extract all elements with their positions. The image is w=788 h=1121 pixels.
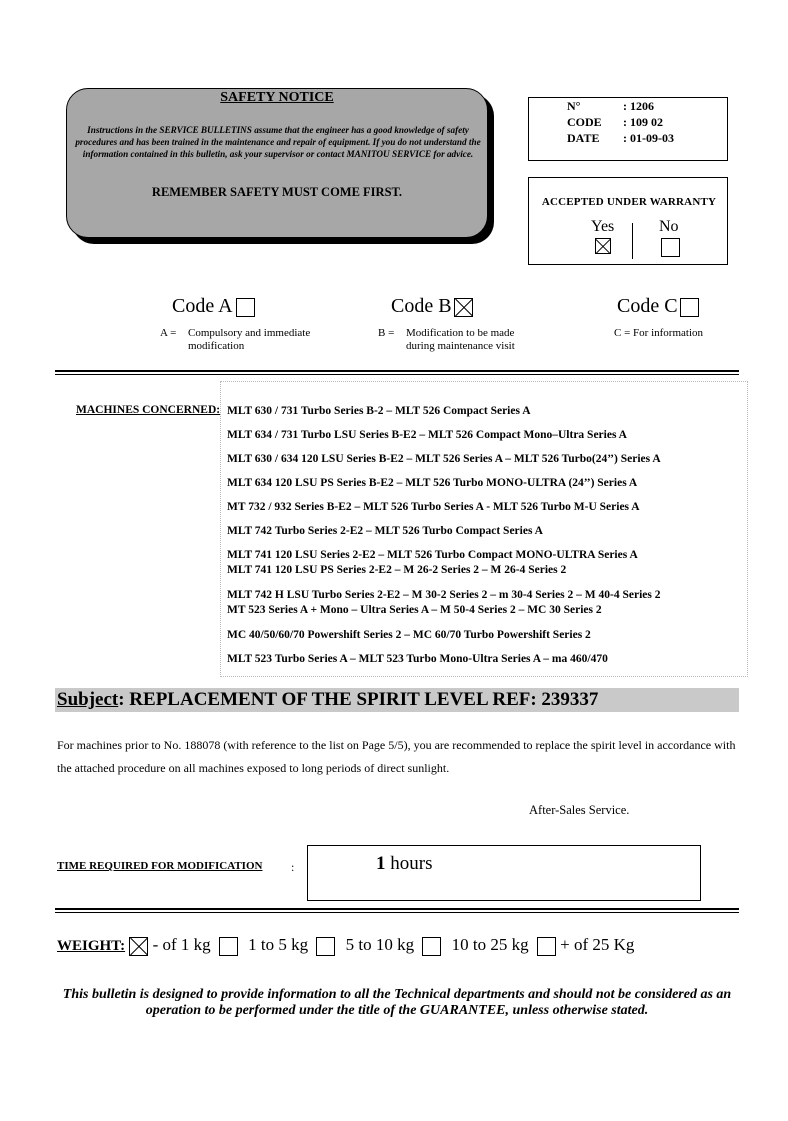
code-a-description bbox=[188, 327, 310, 353]
bulletin-date-value: : 01-09-03 bbox=[623, 131, 674, 145]
code-b bbox=[391, 295, 473, 318]
warranty-title: ACCEPTED UNDER WARRANTY bbox=[541, 196, 717, 208]
weight-checkbox-4[interactable] bbox=[422, 937, 441, 956]
code-a-description-line-1: Compulsory and immediate bbox=[188, 327, 311, 339]
machine-item: MLT 634 120 LSU PS Series B-E2 – MLT 526 Turbo MONO-ULTRA (24’’) Series A bbox=[227, 477, 638, 489]
weight-checkbox-2[interactable] bbox=[219, 937, 238, 956]
warranty-box bbox=[528, 177, 728, 265]
warranty-yes-label: Yes bbox=[591, 218, 615, 235]
warranty-yes-checkbox[interactable] bbox=[595, 238, 611, 254]
weight-checkbox-3[interactable] bbox=[316, 937, 335, 956]
time-required-colon: : bbox=[291, 860, 295, 874]
machine-item: MLT 742 H LSU Turbo Series 2-E2 – M 30-2 Series 2 – m 30-4 Series 2 – M 40-4 Series 2 bbox=[227, 589, 661, 601]
machine-item: MT 523 Series A + Mono – Ultra Series A – M 50-4 Series 2 – MC 30 Series 2 bbox=[227, 604, 602, 616]
safety-notice-title: SAFETY NOTICE bbox=[220, 90, 334, 105]
safety-notice-box bbox=[66, 88, 488, 238]
time-required-label: TIME REQUIRED FOR MODIFICATION bbox=[57, 860, 263, 872]
bulletin-code-row bbox=[567, 115, 663, 130]
code-a-description-line-2: modification bbox=[188, 340, 245, 352]
bulletin-code-value: : 109 02 bbox=[623, 115, 663, 129]
instruction-paragraph: For machines prior to No. 188078 (with reference to the list on Page 5/5), you are recommended to replace the spirit level in accordance with the attached procedure on all machines exposed to long periods of direct sunlight. bbox=[57, 738, 736, 775]
time-required-unit: hours bbox=[385, 853, 433, 874]
bulletin-date-row bbox=[567, 131, 674, 146]
code-a-checkbox[interactable] bbox=[236, 298, 255, 317]
machine-item: MLT 741 120 LSU PS Series 2-E2 – M 26-2 Series 2 – M 26-4 Series 2 bbox=[227, 564, 567, 576]
code-b-label: Code B bbox=[391, 295, 452, 317]
time-required-box bbox=[307, 845, 701, 901]
section-divider-bottom bbox=[55, 908, 739, 913]
warranty-no-option bbox=[659, 218, 680, 257]
machine-item: MLT 630 / 731 Turbo Series B-2 – MLT 526 Compact Series A bbox=[227, 405, 531, 417]
section-divider-top bbox=[55, 370, 739, 375]
machine-item: MLT 741 120 LSU Series 2-E2 – MLT 526 Turbo Compact MONO-ULTRA Series A bbox=[227, 549, 638, 561]
weight-option-4: 10 to 25 kg bbox=[451, 935, 529, 954]
footer-disclaimer: This bulletin is designed to provide information to all the Technical departments and should not be considered as an operation to be performed under the title of the GUARANTEE, unless otherwise stated. bbox=[62, 987, 732, 1018]
subject-text: : REPLACEMENT OF THE SPIRIT LEVEL REF: 239337 bbox=[118, 689, 599, 710]
warranty-divider bbox=[632, 223, 633, 259]
safety-notice-body: Instructions in the SERVICE BULLETINS assume that the engineer has a good knowledge of safety procedures and has been trained in the maintenance and repair of equipment. If you do not understand the information contained in this bulletin, ask your supervisor or contact MANITOU SERVICE for advice. bbox=[75, 125, 481, 159]
code-c bbox=[617, 295, 699, 318]
code-c-checkbox[interactable] bbox=[680, 298, 699, 317]
weight-row bbox=[57, 935, 634, 956]
code-b-description-line-1: Modification to be made bbox=[406, 327, 515, 339]
code-c-label: Code C bbox=[617, 295, 678, 317]
weight-option-3: 5 to 10 kg bbox=[345, 935, 415, 954]
code-b-description-line-2: during maintenance visit bbox=[406, 340, 515, 352]
code-b-checkbox[interactable] bbox=[454, 298, 473, 317]
weight-checkbox-5[interactable] bbox=[537, 937, 556, 956]
subject-label: Subject bbox=[57, 689, 119, 710]
bulletin-date-label: DATE bbox=[567, 131, 600, 145]
safety-remember-text: REMEMBER SAFETY MUST COME FIRST. bbox=[151, 185, 403, 199]
bulletin-number-value: : 1206 bbox=[623, 99, 654, 113]
bulletin-number-row bbox=[567, 99, 654, 114]
bulletin-number-label: N° bbox=[567, 99, 581, 113]
code-a-prefix: A = bbox=[160, 327, 177, 339]
machine-item: MLT 630 / 634 120 LSU Series B-E2 – MLT 526 Series A – MLT 526 Turbo(24’’) Series A bbox=[227, 453, 661, 465]
weight-checkbox-1[interactable] bbox=[129, 937, 148, 956]
machines-concerned-label: MACHINES CONCERNED: bbox=[76, 404, 221, 416]
code-b-description bbox=[406, 327, 515, 353]
code-a bbox=[172, 295, 255, 318]
weight-option-1: - of 1 kg bbox=[152, 935, 211, 954]
subject-heading bbox=[57, 689, 598, 711]
machine-item: MLT 523 Turbo Series A – MLT 523 Turbo Mono-Ultra Series A – ma 460/470 bbox=[227, 653, 608, 665]
code-a-label: Code A bbox=[172, 295, 232, 317]
time-required-value bbox=[376, 853, 432, 875]
code-c-description: C = For information bbox=[614, 327, 704, 339]
machine-item: MLT 742 Turbo Series 2-E2 – MLT 526 Turbo Compact Series A bbox=[227, 525, 543, 537]
code-b-prefix: B = bbox=[378, 327, 395, 339]
machine-item: MC 40/50/60/70 Powershift Series 2 – MC 60/70 Turbo Powershift Series 2 bbox=[227, 629, 591, 641]
bulletin-code-label: CODE bbox=[567, 115, 602, 129]
weight-option-2: 1 to 5 kg bbox=[248, 935, 309, 954]
warranty-no-label: No bbox=[659, 218, 679, 235]
warranty-yes-option bbox=[591, 218, 614, 254]
weight-option-5: + of 25 Kg bbox=[560, 935, 635, 954]
machine-item: MLT 634 / 731 Turbo LSU Series B-E2 – MLT 526 Compact Mono–Ultra Series A bbox=[227, 429, 627, 441]
time-required-number: 1 bbox=[376, 853, 386, 874]
weight-label: WEIGHT: bbox=[57, 938, 126, 954]
machine-item: MT 732 / 932 Series B-E2 – MLT 526 Turbo Series A - MLT 526 Turbo M-U Series A bbox=[227, 501, 640, 513]
after-sales-signature: After-Sales Service. bbox=[529, 803, 630, 817]
bulletin-reference-box bbox=[528, 97, 728, 161]
warranty-no-checkbox[interactable] bbox=[661, 238, 680, 257]
